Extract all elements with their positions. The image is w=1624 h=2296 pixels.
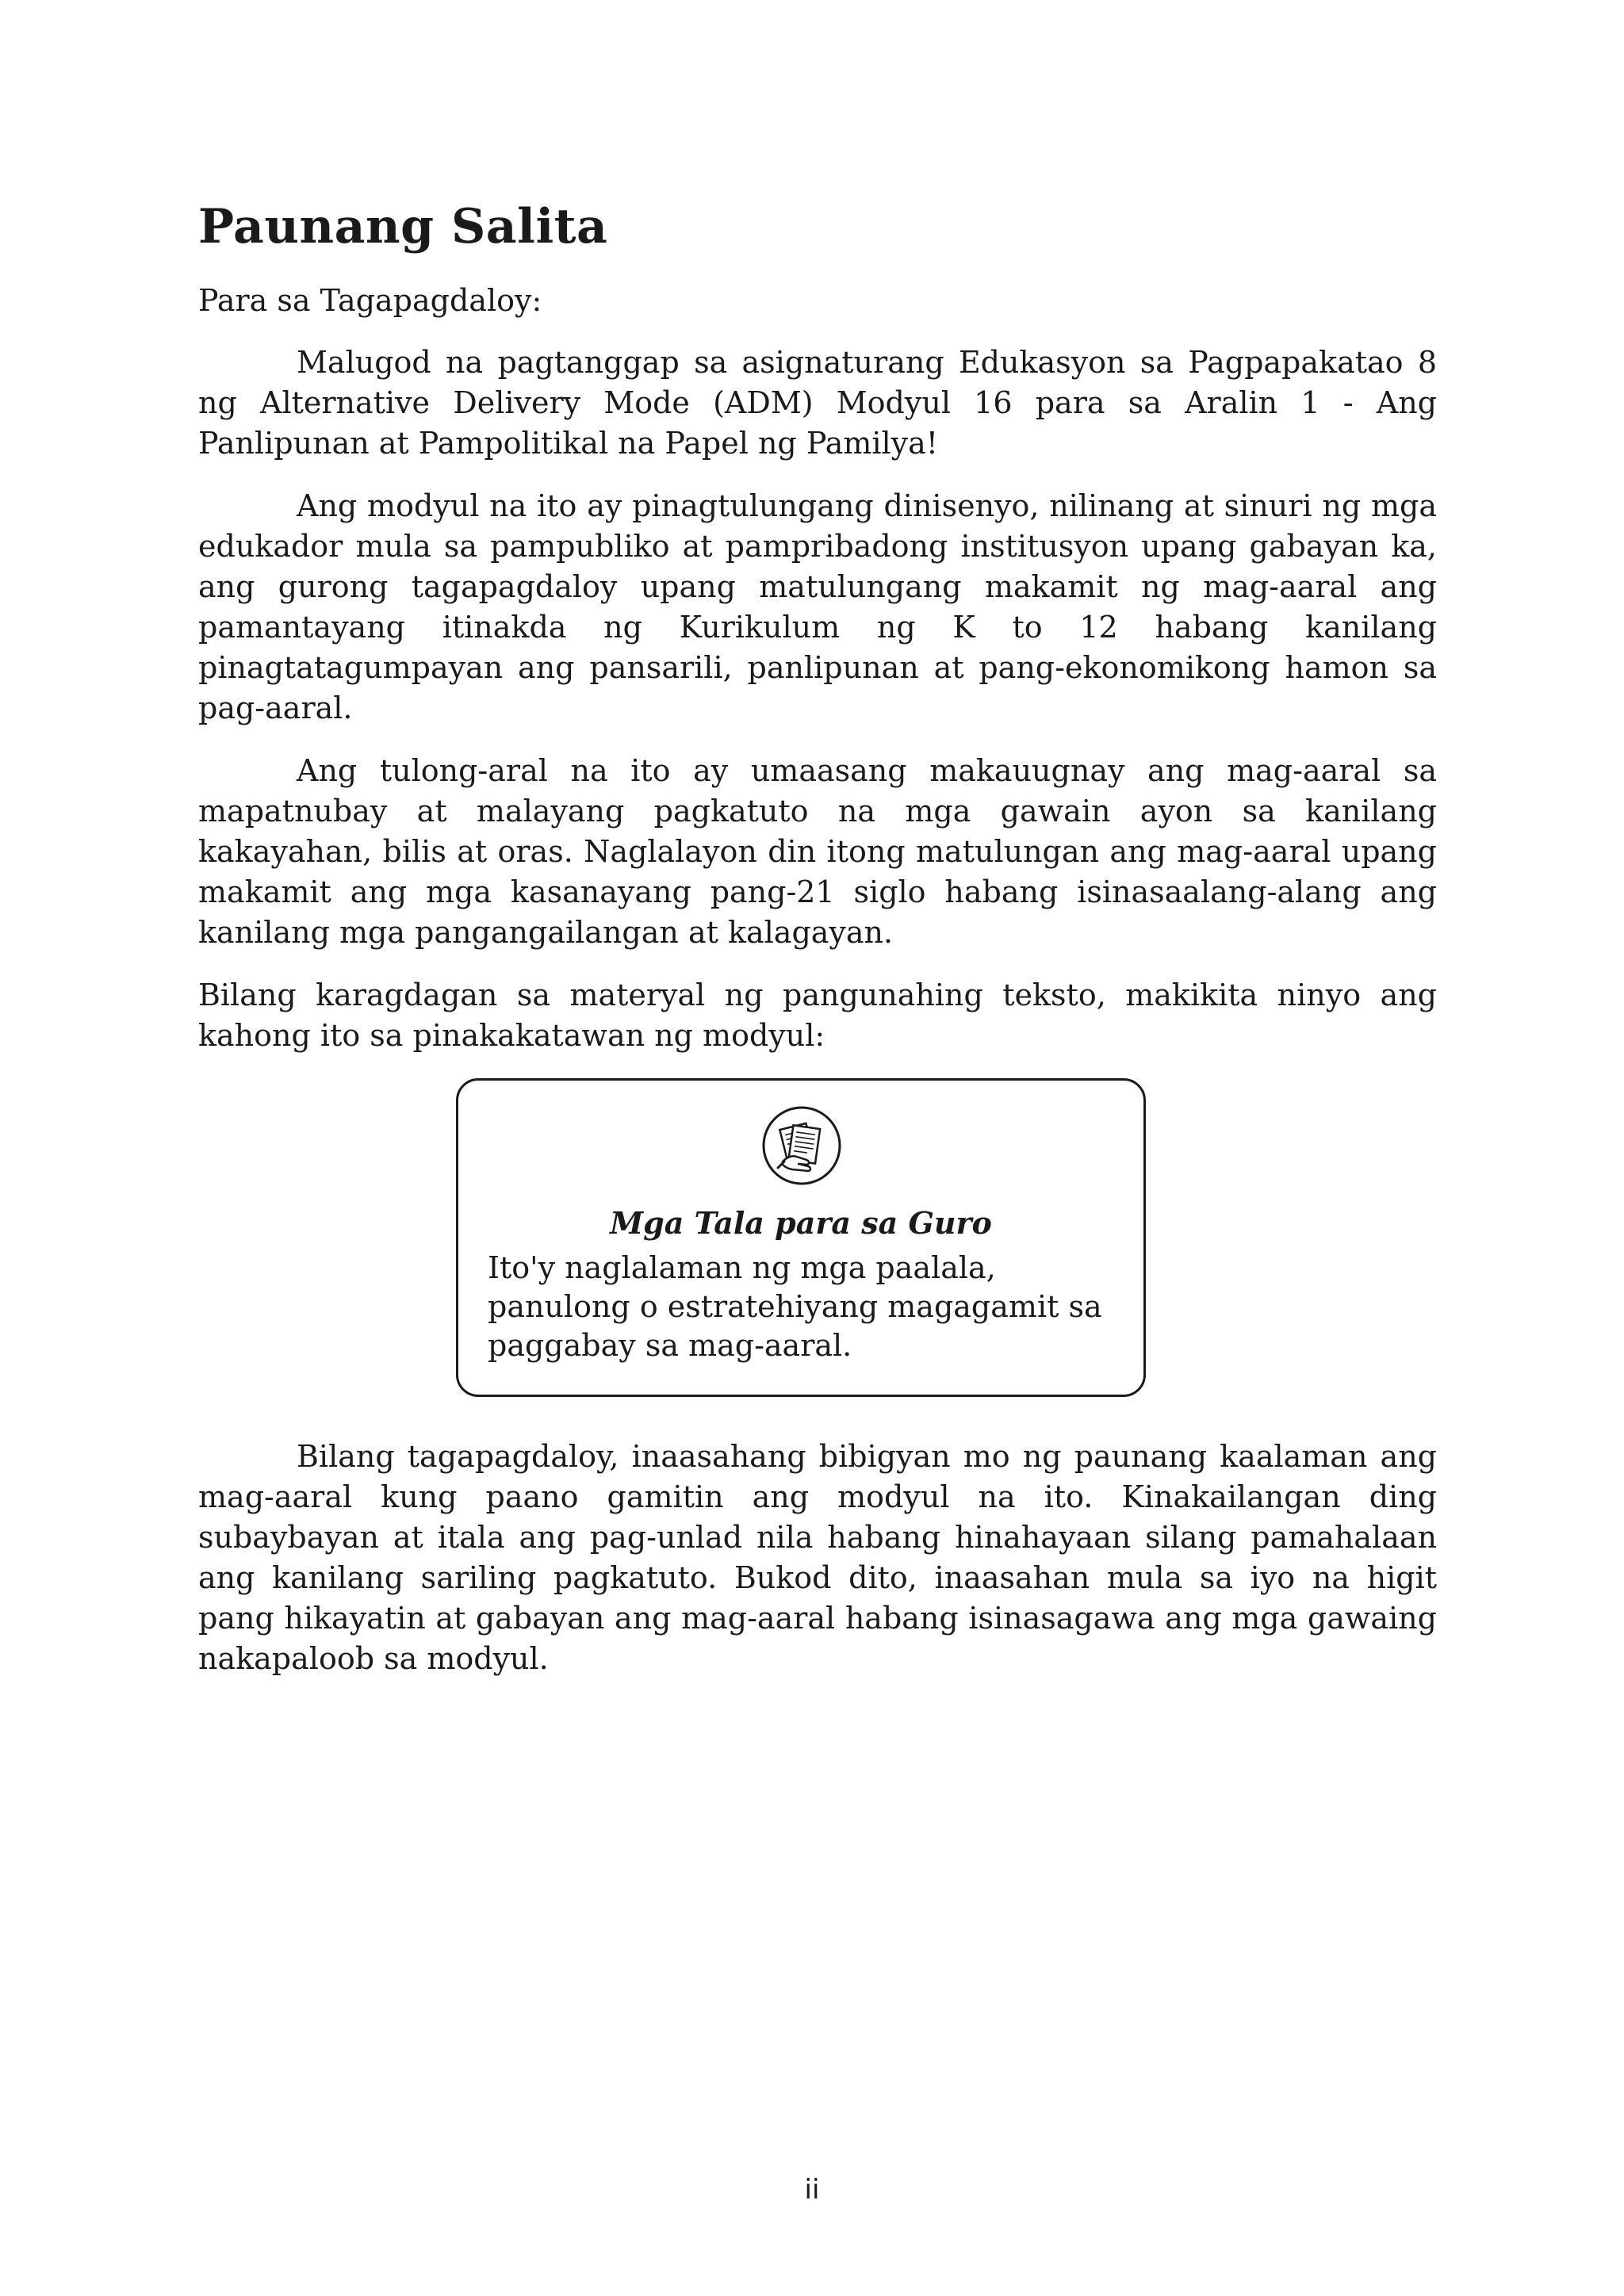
- paragraph-module-design: Ang modyul na ito ay pinagtulungang dinisenyo, nilinang at sinuri ng mga edukador mula sa pampubliko at pampribadong institusyon upang gabayan ka, ang gurong tagapagdaloy upang matulungang makamit ng mag-aaral ang pamantayang itinakda ng Kurikulum ng K to 12 habang kanilang pinagtatagumpayan ang pansarili, panlipunan at pang-ekonomikong hamon sa pag-aaral.: [198, 488, 1437, 725]
- page-title: Paunang Salita: [198, 199, 608, 254]
- paragraph-closing: Bilang tagapagdaloy, inaasahang bibigyan mo ng paunang kaalaman ang mag-aaral kung paano gamitin ang modyul na ito. Kinakailangan ding subaybayan at itala ang pag-unlad nila habang hinahayaan silang pamahalaan ang kanilang sariling pagkatuto. Bukod dito, inaasahan mula sa iyo na higit pang hikayatin at gabayan ang mag-aaral habang isinasagawa ang mga gawaing nakapaloob sa modyul.: [198, 1439, 1437, 1676]
- page-number: ii: [804, 2174, 820, 2206]
- paragraph-box-intro: Bilang karagdagan sa materyal ng pangunahing teksto, makikita ninyo ang kahong ito sa pinakakatawan ng modyul:: [198, 978, 1437, 1053]
- paragraph-learning-aid: Ang tulong-aral na ito ay umaasang makauugnay ang mag-aaral sa mapatnubay at malayang pagkatuto na mga gawain ayon sa kanilang kakayahan, bilis at oras. Naglalayon din itong matulungan ang mag-aaral upang makamit ang mga kasanayang pang-21 siglo habang isinasaalang-alang ang kanilang mga pangangailangan at kalagayan.: [198, 753, 1437, 950]
- salutation: Para sa Tagapagdaloy:: [198, 283, 542, 318]
- teacher-notes-title: Mga Tala para sa Guro: [610, 1205, 992, 1241]
- teacher-notes-box: [456, 1078, 1146, 1397]
- teacher-notes-icon: [760, 1104, 843, 1187]
- paragraph-welcome: Malugod na pagtanggap sa asignaturang Edukasyon sa Pagpapakatao 8 ng Alternative Delivery Mode (ADM) Modyul 16 para sa Aralin 1 - Ang Panlipunan at Pampolitikal na Papel ng Pamilya!: [198, 345, 1437, 461]
- teacher-notes-text: Ito'y naglalaman ng mga paalala, panulong o estratehiyang magagamit sa paggabay sa mag-aaral.: [488, 1250, 1102, 1363]
- page-content: [198, 197, 1437, 1701]
